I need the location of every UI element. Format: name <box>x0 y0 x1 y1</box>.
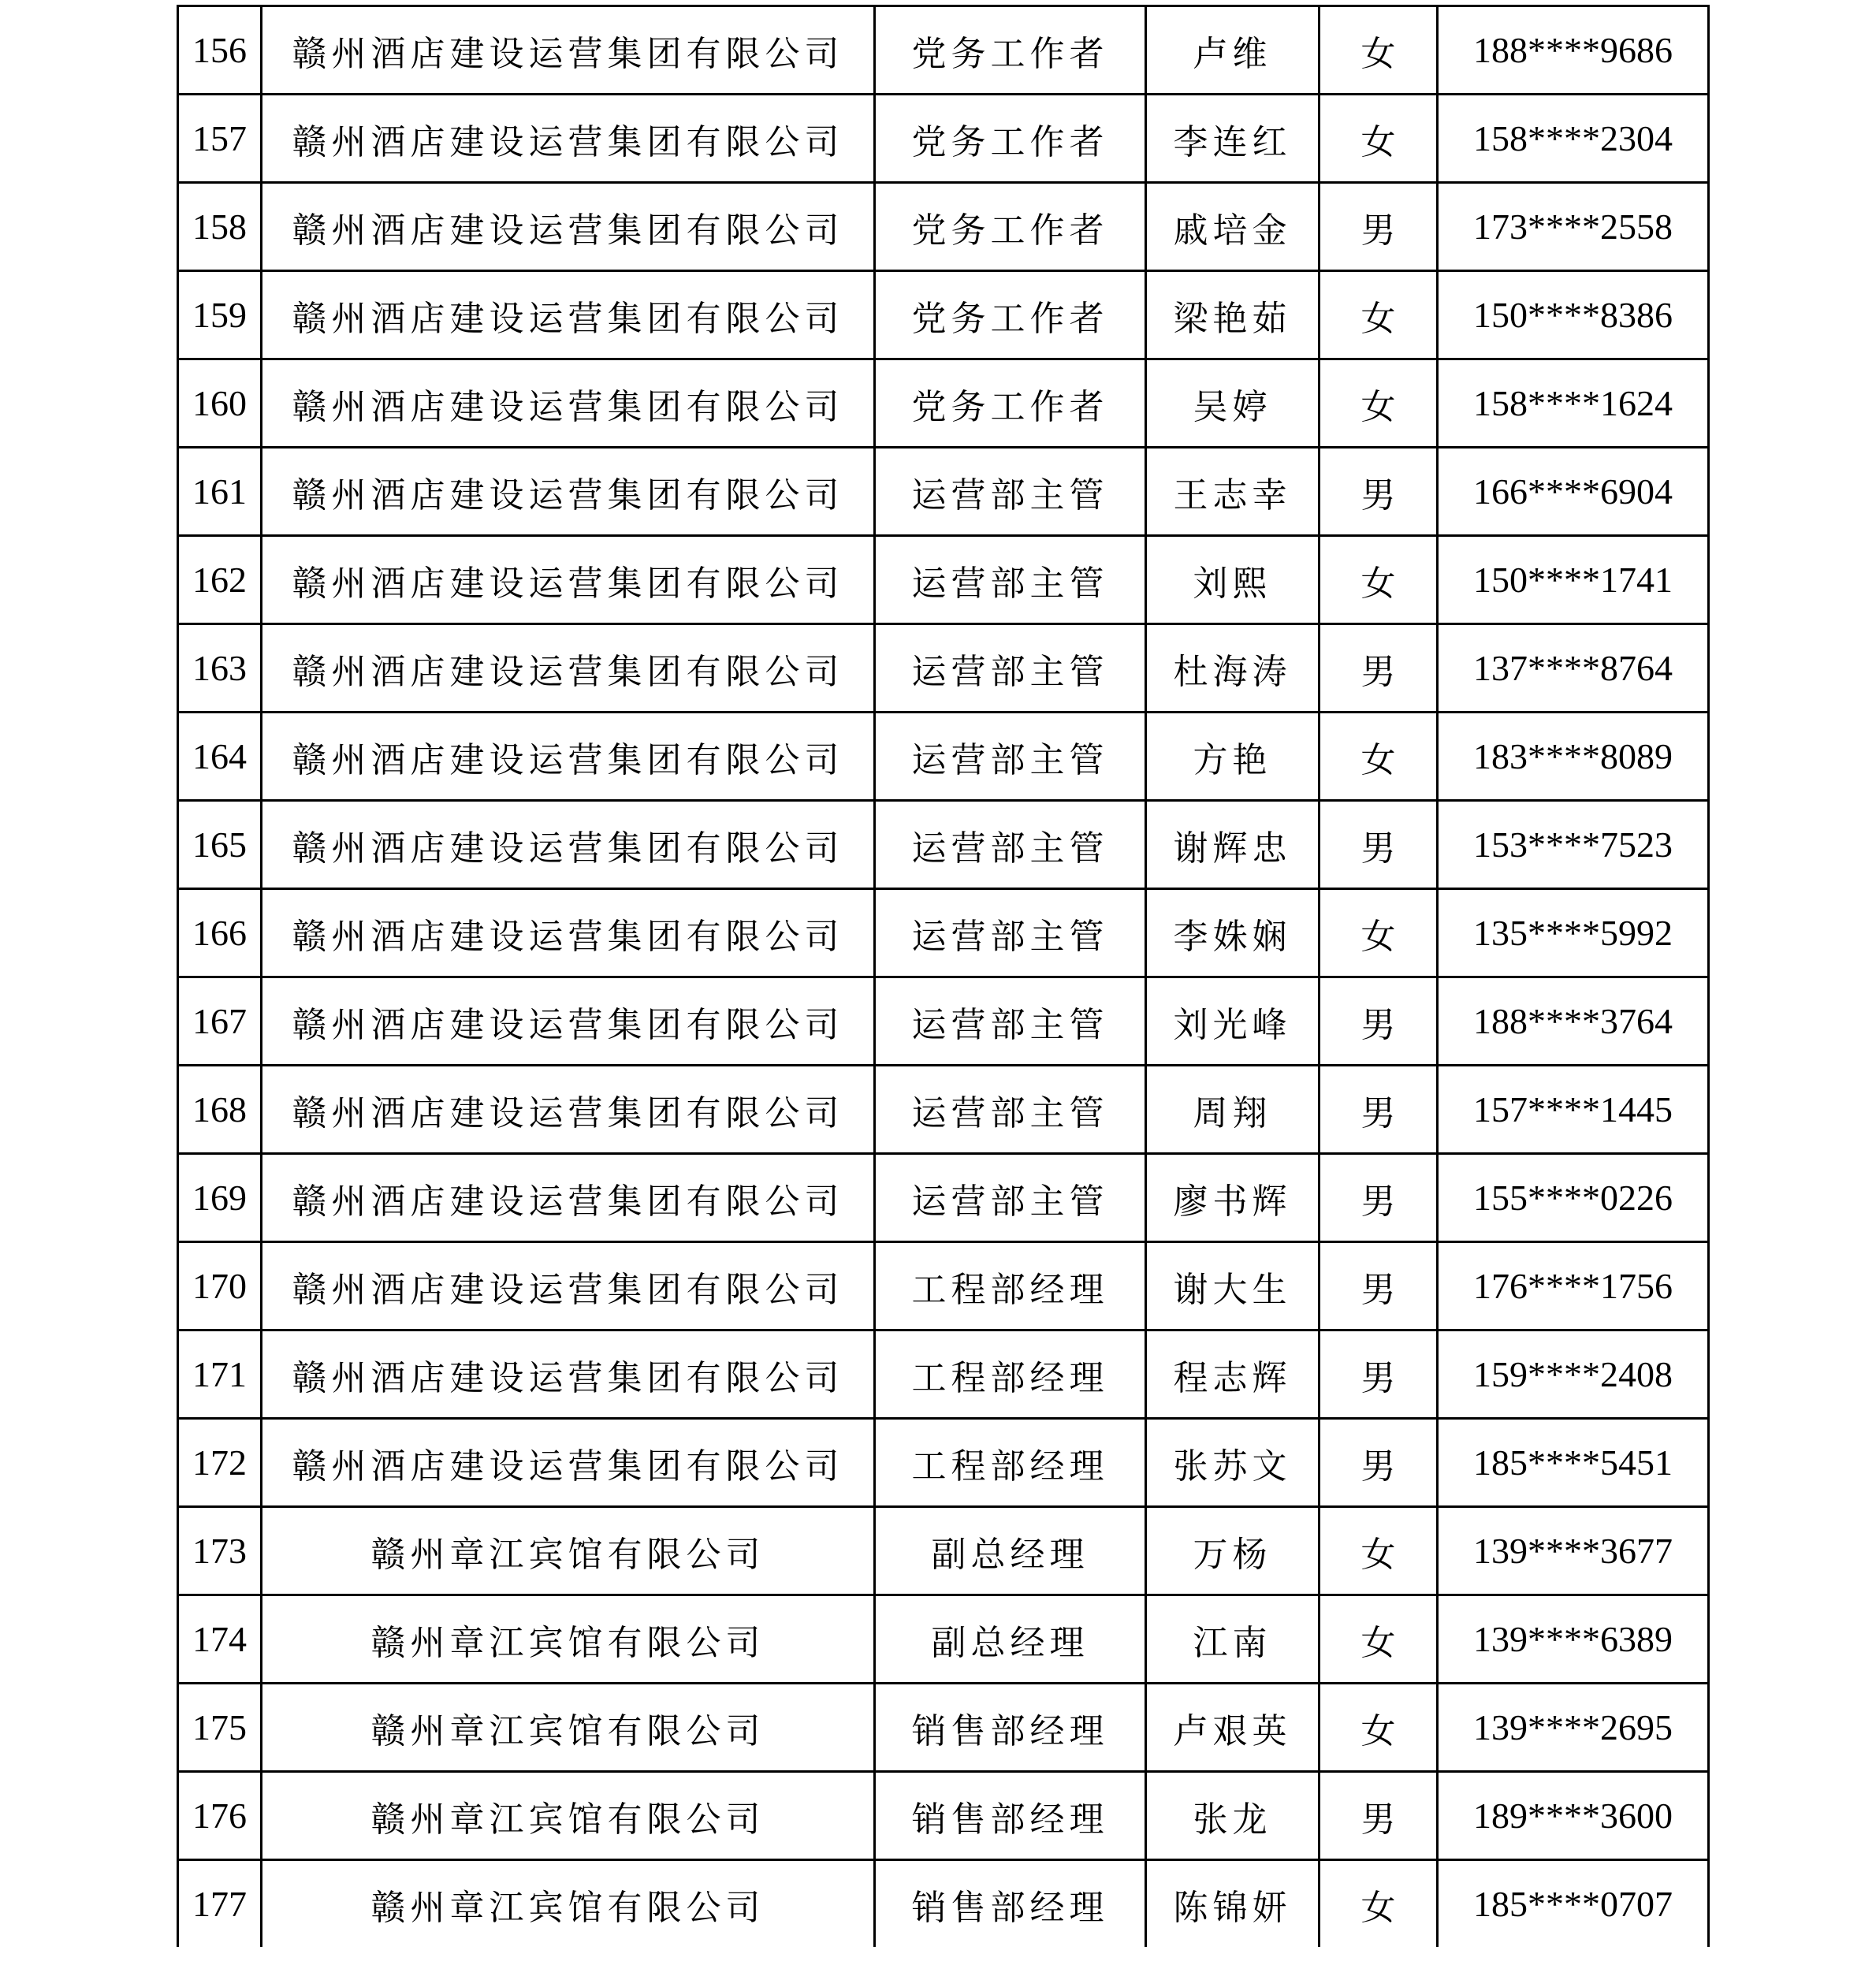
row-number-cell: 166 <box>178 889 262 977</box>
position-cell: 运营部主管 <box>875 536 1146 624</box>
phone-number-cell: 159****2408 <box>1438 1330 1709 1419</box>
person-name-cell: 张苏文 <box>1146 1419 1320 1507</box>
unit-name-cell: 赣州章江宾馆有限公司 <box>262 1684 875 1772</box>
phone-number-cell: 155****0226 <box>1438 1154 1709 1242</box>
position-cell: 党务工作者 <box>875 183 1146 271</box>
phone-number-cell: 188****3764 <box>1438 977 1709 1066</box>
phone-number-cell: 185****5451 <box>1438 1419 1709 1507</box>
position-cell: 工程部经理 <box>875 1419 1146 1507</box>
position-cell: 党务工作者 <box>875 359 1146 448</box>
person-name-cell: 方艳 <box>1146 713 1320 801</box>
position-cell: 运营部主管 <box>875 801 1146 889</box>
row-number-cell: 168 <box>178 1066 262 1154</box>
phone-number-cell: 183****8089 <box>1438 713 1709 801</box>
row-number-cell: 170 <box>178 1242 262 1330</box>
gender-cell: 男 <box>1320 977 1438 1066</box>
phone-number-cell: 157****1445 <box>1438 1066 1709 1154</box>
table-row <box>178 1419 1709 1507</box>
unit-name-cell: 赣州酒店建设运营集团有限公司 <box>262 6 875 95</box>
person-name-cell: 江南 <box>1146 1595 1320 1684</box>
table-row <box>178 1860 1709 1948</box>
gender-cell: 女 <box>1320 889 1438 977</box>
gender-cell: 女 <box>1320 1507 1438 1595</box>
gender-cell: 男 <box>1320 1772 1438 1860</box>
phone-number-cell: 137****8764 <box>1438 624 1709 713</box>
row-number-cell: 160 <box>178 359 262 448</box>
personnel-table-body <box>178 6 1709 1948</box>
table-row <box>178 95 1709 183</box>
position-cell: 运营部主管 <box>875 1154 1146 1242</box>
unit-name-cell: 赣州章江宾馆有限公司 <box>262 1595 875 1684</box>
unit-name-cell: 赣州酒店建设运营集团有限公司 <box>262 624 875 713</box>
row-number-cell: 174 <box>178 1595 262 1684</box>
row-number-cell: 156 <box>178 6 262 95</box>
phone-number-cell: 188****9686 <box>1438 6 1709 95</box>
phone-number-cell: 158****2304 <box>1438 95 1709 183</box>
person-name-cell: 李姝娴 <box>1146 889 1320 977</box>
person-name-cell: 戚培金 <box>1146 183 1320 271</box>
table-row <box>178 271 1709 359</box>
position-cell: 党务工作者 <box>875 6 1146 95</box>
phone-number-cell: 139****3677 <box>1438 1507 1709 1595</box>
person-name-cell: 卢艰英 <box>1146 1684 1320 1772</box>
row-number-cell: 165 <box>178 801 262 889</box>
table-row <box>178 1066 1709 1154</box>
table-row <box>178 1772 1709 1860</box>
table-row <box>178 801 1709 889</box>
unit-name-cell: 赣州酒店建设运营集团有限公司 <box>262 1242 875 1330</box>
phone-number-cell: 185****0707 <box>1438 1860 1709 1948</box>
gender-cell: 男 <box>1320 624 1438 713</box>
position-cell: 工程部经理 <box>875 1242 1146 1330</box>
table-row <box>178 713 1709 801</box>
unit-name-cell: 赣州章江宾馆有限公司 <box>262 1507 875 1595</box>
row-number-cell: 159 <box>178 271 262 359</box>
personnel-table <box>177 5 1710 1947</box>
row-number-cell: 161 <box>178 448 262 536</box>
phone-number-cell: 150****8386 <box>1438 271 1709 359</box>
gender-cell: 男 <box>1320 1066 1438 1154</box>
position-cell: 副总经理 <box>875 1595 1146 1684</box>
gender-cell: 女 <box>1320 1595 1438 1684</box>
table-row <box>178 1330 1709 1419</box>
unit-name-cell: 赣州酒店建设运营集团有限公司 <box>262 359 875 448</box>
position-cell: 工程部经理 <box>875 1330 1146 1419</box>
gender-cell: 女 <box>1320 536 1438 624</box>
person-name-cell: 刘光峰 <box>1146 977 1320 1066</box>
position-cell: 销售部经理 <box>875 1684 1146 1772</box>
person-name-cell: 刘熙 <box>1146 536 1320 624</box>
gender-cell: 女 <box>1320 271 1438 359</box>
gender-cell: 男 <box>1320 183 1438 271</box>
person-name-cell: 李连红 <box>1146 95 1320 183</box>
position-cell: 运营部主管 <box>875 889 1146 977</box>
table-row <box>178 977 1709 1066</box>
position-cell: 运营部主管 <box>875 624 1146 713</box>
unit-name-cell: 赣州章江宾馆有限公司 <box>262 1772 875 1860</box>
unit-name-cell: 赣州酒店建设运营集团有限公司 <box>262 713 875 801</box>
position-cell: 销售部经理 <box>875 1860 1146 1948</box>
row-number-cell: 177 <box>178 1860 262 1948</box>
gender-cell: 女 <box>1320 1860 1438 1948</box>
position-cell: 运营部主管 <box>875 1066 1146 1154</box>
unit-name-cell: 赣州酒店建设运营集团有限公司 <box>262 183 875 271</box>
gender-cell: 女 <box>1320 95 1438 183</box>
phone-number-cell: 173****2558 <box>1438 183 1709 271</box>
table-row <box>178 1154 1709 1242</box>
table-row <box>178 536 1709 624</box>
table-row <box>178 889 1709 977</box>
gender-cell: 女 <box>1320 6 1438 95</box>
position-cell: 党务工作者 <box>875 95 1146 183</box>
phone-number-cell: 153****7523 <box>1438 801 1709 889</box>
row-number-cell: 163 <box>178 624 262 713</box>
gender-cell: 男 <box>1320 1419 1438 1507</box>
gender-cell: 男 <box>1320 448 1438 536</box>
unit-name-cell: 赣州酒店建设运营集团有限公司 <box>262 977 875 1066</box>
position-cell: 党务工作者 <box>875 271 1146 359</box>
phone-number-cell: 150****1741 <box>1438 536 1709 624</box>
phone-number-cell: 139****2695 <box>1438 1684 1709 1772</box>
phone-number-cell: 158****1624 <box>1438 359 1709 448</box>
table-row <box>178 6 1709 95</box>
row-number-cell: 162 <box>178 536 262 624</box>
unit-name-cell: 赣州酒店建设运营集团有限公司 <box>262 448 875 536</box>
phone-number-cell: 166****6904 <box>1438 448 1709 536</box>
unit-name-cell: 赣州酒店建设运营集团有限公司 <box>262 801 875 889</box>
position-cell: 运营部主管 <box>875 448 1146 536</box>
row-number-cell: 158 <box>178 183 262 271</box>
unit-name-cell: 赣州酒店建设运营集团有限公司 <box>262 271 875 359</box>
person-name-cell: 周翔 <box>1146 1066 1320 1154</box>
gender-cell: 女 <box>1320 713 1438 801</box>
phone-number-cell: 189****3600 <box>1438 1772 1709 1860</box>
unit-name-cell: 赣州酒店建设运营集团有限公司 <box>262 536 875 624</box>
unit-name-cell: 赣州酒店建设运营集团有限公司 <box>262 1066 875 1154</box>
person-name-cell: 程志辉 <box>1146 1330 1320 1419</box>
table-row <box>178 1507 1709 1595</box>
table-row <box>178 1595 1709 1684</box>
person-name-cell: 吴婷 <box>1146 359 1320 448</box>
table-row <box>178 183 1709 271</box>
row-number-cell: 171 <box>178 1330 262 1419</box>
row-number-cell: 176 <box>178 1772 262 1860</box>
position-cell: 运营部主管 <box>875 713 1146 801</box>
gender-cell: 男 <box>1320 801 1438 889</box>
phone-number-cell: 176****1756 <box>1438 1242 1709 1330</box>
row-number-cell: 164 <box>178 713 262 801</box>
person-name-cell: 廖书辉 <box>1146 1154 1320 1242</box>
row-number-cell: 169 <box>178 1154 262 1242</box>
gender-cell: 男 <box>1320 1242 1438 1330</box>
position-cell: 副总经理 <box>875 1507 1146 1595</box>
unit-name-cell: 赣州酒店建设运营集团有限公司 <box>262 1330 875 1419</box>
gender-cell: 女 <box>1320 1684 1438 1772</box>
table-row <box>178 1242 1709 1330</box>
gender-cell: 女 <box>1320 359 1438 448</box>
unit-name-cell: 赣州章江宾馆有限公司 <box>262 1860 875 1948</box>
phone-number-cell: 139****6389 <box>1438 1595 1709 1684</box>
row-number-cell: 175 <box>178 1684 262 1772</box>
table-row <box>178 624 1709 713</box>
unit-name-cell: 赣州酒店建设运营集团有限公司 <box>262 95 875 183</box>
unit-name-cell: 赣州酒店建设运营集团有限公司 <box>262 1154 875 1242</box>
table-row <box>178 1684 1709 1772</box>
person-name-cell: 谢辉忠 <box>1146 801 1320 889</box>
person-name-cell: 卢维 <box>1146 6 1320 95</box>
gender-cell: 男 <box>1320 1330 1438 1419</box>
row-number-cell: 173 <box>178 1507 262 1595</box>
unit-name-cell: 赣州酒店建设运营集团有限公司 <box>262 1419 875 1507</box>
phone-number-cell: 135****5992 <box>1438 889 1709 977</box>
row-number-cell: 157 <box>178 95 262 183</box>
person-name-cell: 陈锦妍 <box>1146 1860 1320 1948</box>
person-name-cell: 万杨 <box>1146 1507 1320 1595</box>
position-cell: 运营部主管 <box>875 977 1146 1066</box>
unit-name-cell: 赣州酒店建设运营集团有限公司 <box>262 889 875 977</box>
person-name-cell: 王志幸 <box>1146 448 1320 536</box>
person-name-cell: 张龙 <box>1146 1772 1320 1860</box>
table-row <box>178 359 1709 448</box>
person-name-cell: 杜海涛 <box>1146 624 1320 713</box>
person-name-cell: 梁艳茹 <box>1146 271 1320 359</box>
position-cell: 销售部经理 <box>875 1772 1146 1860</box>
row-number-cell: 167 <box>178 977 262 1066</box>
gender-cell: 男 <box>1320 1154 1438 1242</box>
table-row <box>178 448 1709 536</box>
person-name-cell: 谢大生 <box>1146 1242 1320 1330</box>
row-number-cell: 172 <box>178 1419 262 1507</box>
